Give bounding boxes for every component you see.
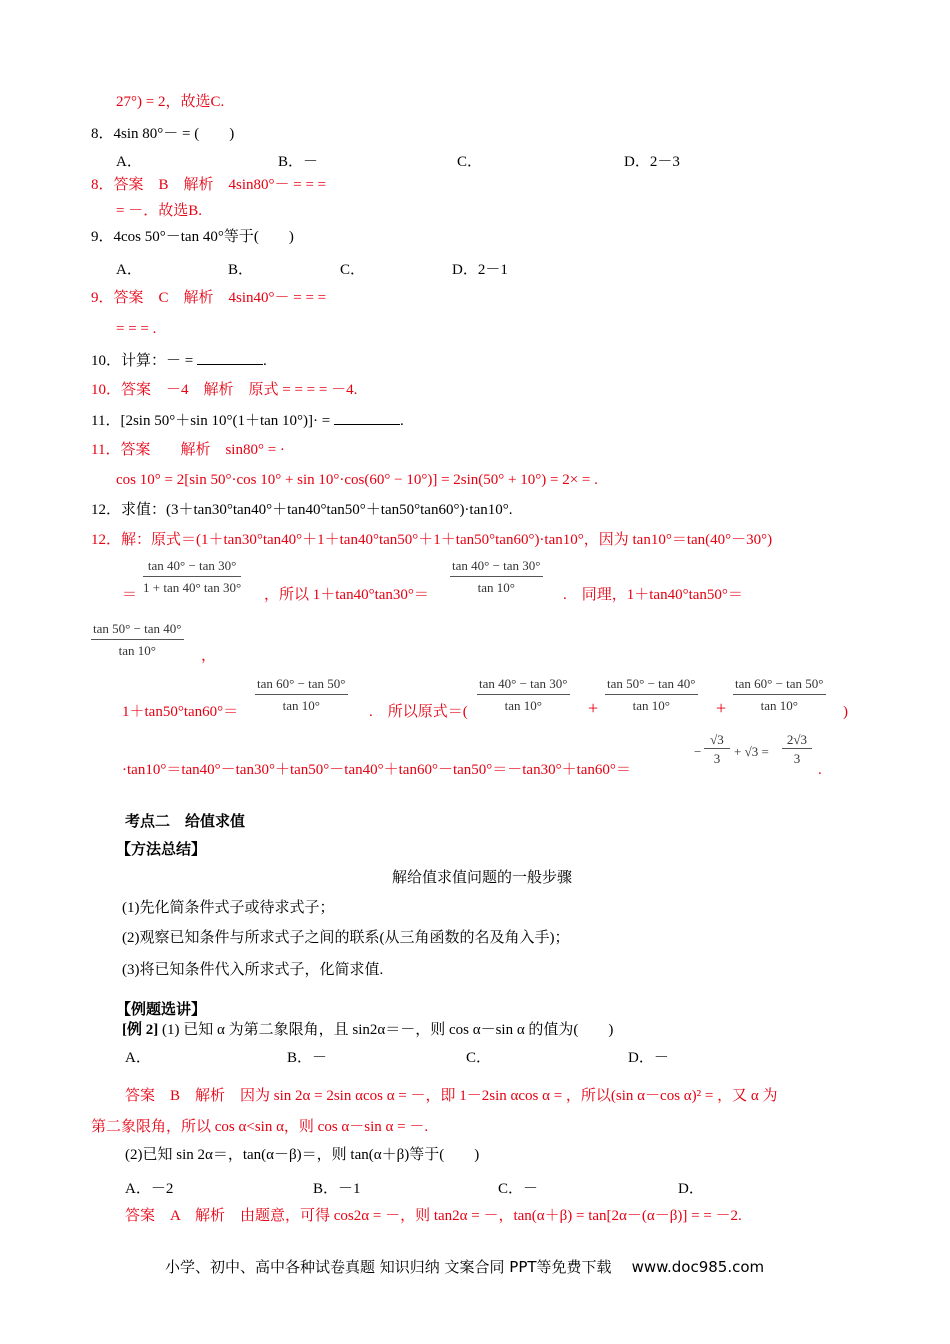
question-10 <box>91 350 267 371</box>
fraction-7 <box>733 676 826 714</box>
fraction-5-numerator: tan 40° − tan 30° <box>477 676 570 695</box>
fraction-1 <box>143 558 241 596</box>
example-2-part-1 <box>122 1020 613 1040</box>
answer-11-line2: cos 10° = 2[sin 50°·cos 10° + sin 10°·cos(60° − 10°)] = 2sin(50° + 10°) = 2× = . <box>116 472 598 488</box>
q8-option-a: A． <box>116 154 142 170</box>
ex2-1-option-c: C． <box>466 1050 492 1066</box>
final-middle: + √3 = <box>734 744 769 759</box>
fraction-7-numerator: tan 60° − tan 50° <box>733 676 826 695</box>
answer-12-line2c: . 同理，1＋tan40°tan50°＝ <box>563 587 743 603</box>
step-1: (1)先化简条件式子或待求式子； <box>122 900 335 916</box>
question-8: 8．4sin 80°－ = ( ) <box>91 126 235 142</box>
ex2-1-option-a: A． <box>125 1050 151 1066</box>
ex2-2-option-a: A．－2 <box>125 1181 174 1197</box>
method-summary-label: 【方法总结】 <box>116 842 207 858</box>
final-fraction-2 <box>782 732 812 767</box>
fraction-6 <box>605 676 698 714</box>
q10-period: . <box>262 353 267 369</box>
q9-option-b: B． <box>228 262 254 278</box>
fraction-5-denominator: tan 10° <box>504 698 542 713</box>
fraction-6-denominator: tan 10° <box>632 698 670 713</box>
q8-option-c: C． <box>457 154 483 170</box>
final-fraction-2-numerator: 2√3 <box>782 732 812 749</box>
plus-sign-2: + <box>716 698 727 718</box>
answer-12-line4b: . 所以原式＝( <box>369 704 468 720</box>
question-12: 12．求值：(3＋tan30°tan40°＋tan40°tan50°＋tan50°tan60°)·tan10°. <box>91 502 513 518</box>
ex2-1-option-d: D．－ <box>628 1050 669 1066</box>
section-heading: 考点二 给值求值 <box>125 814 246 830</box>
fraction-2 <box>450 558 543 596</box>
page-footer <box>165 1256 764 1277</box>
fraction-2-denominator: tan 10° <box>477 580 515 595</box>
fraction-4-numerator: tan 60° − tan 50° <box>255 676 348 695</box>
ex2-2-option-b: B．－1 <box>313 1181 361 1197</box>
q9-option-a: A． <box>116 262 142 278</box>
fraction-3-numerator: tan 50° − tan 40° <box>91 621 184 640</box>
answer-12-line1: 12．解：原式＝(1＋tan30°tan40°＋1＋tan40°tan50°＋1＋tan50°tan60°)·tan10°，因为 tan10°＝tan(40°－30°) <box>91 532 773 548</box>
ex2-2-option-c: C．－ <box>498 1181 539 1197</box>
answer-11-line1: 11．答案 解析 sin80° = · <box>91 442 285 458</box>
fraction-5 <box>477 676 570 714</box>
answer-12-line2b: ，所以 1＋tan40°tan30°＝ <box>264 587 429 603</box>
answer-12-final-period: . <box>818 762 822 778</box>
ex2-1-option-b: B．－ <box>287 1050 328 1066</box>
q8-option-d: D．2－3 <box>624 154 680 170</box>
answer-8-line1: 8．答案 B 解析 4sin80°－ = = = <box>91 177 327 193</box>
answer-12-equals: ＝ <box>122 587 138 603</box>
example-2-part-2: (2)已知 sin 2α＝，tan(α－β)＝，则 tan(α＋β)等于( ) <box>125 1147 480 1163</box>
answer-8-line2: = －．故选B. <box>116 203 202 219</box>
question-10-text: 10．计算：－ = <box>91 353 197 369</box>
steps-title: 解给值求值问题的一般步骤 <box>392 870 573 886</box>
q8-option-b: B．－ <box>278 154 319 170</box>
step-2: (2)观察已知条件与所求式子之间的联系(从三角函数的名及角入手)； <box>122 930 570 946</box>
fraction-4 <box>255 676 348 714</box>
example-label: 【例题选讲】 <box>116 1002 207 1018</box>
ex2-1-answer-line2: 第二象限角，所以 cos α<sin α，则 cos α－sin α = －. <box>91 1119 429 1135</box>
fraction-3-denominator: tan 10° <box>118 643 156 658</box>
answer-9-line2: = = = . <box>116 321 157 337</box>
final-minus: − <box>694 744 702 759</box>
plus-sign-1: + <box>588 698 599 718</box>
final-fraction-1 <box>704 732 730 767</box>
answer-10: 10．答案 －4 解析 原式 = = = = －4. <box>91 382 358 398</box>
ex2-1-answer-line1: 答案 B 解析 因为 sin 2α = 2sin αcos α = －，即 1－2sin αcos α = ，所以(sin α－cos α)² = ，又 α 为 <box>125 1088 778 1104</box>
answer-12-line5: ·tan10°＝tan40°－tan30°＋tan50°－tan40°＋tan60°－tan50°＝－tan30°＋tan60°＝ <box>122 762 631 778</box>
fraction-7-denominator: tan 10° <box>760 698 798 713</box>
fraction-1-numerator: tan 40° − tan 30° <box>143 558 241 577</box>
fraction-2-numerator: tan 40° − tan 30° <box>450 558 543 577</box>
footer-text: 小学、初中、高中各种试卷真题 知识归纳 文案合同 PPT等免费下载 <box>165 1258 612 1276</box>
answer-12-close-paren: ) <box>843 704 848 720</box>
fraction-4-denominator: tan 10° <box>282 698 320 713</box>
question-9: 9．4cos 50°－tan 40°等于( ) <box>91 229 294 245</box>
final-fraction-1-numerator: √3 <box>704 732 730 749</box>
fraction-3 <box>91 621 184 659</box>
answer-12-line4a: 1＋tan50°tan60°＝ <box>122 704 239 720</box>
q11-period: . <box>399 413 404 429</box>
q11-answer-blank <box>334 410 400 425</box>
ex2-2-option-d: D． <box>678 1181 704 1197</box>
answer-7-tail: 27°) = 2，故选C. <box>116 94 225 110</box>
q9-option-c: C． <box>340 262 366 278</box>
final-fraction-1-denominator: 3 <box>713 751 721 766</box>
q10-answer-blank <box>197 350 263 365</box>
final-fraction-2-denominator: 3 <box>793 751 801 766</box>
step-3: (3)将已知条件代入所求式子，化简求值. <box>122 962 384 978</box>
fraction-6-numerator: tan 50° − tan 40° <box>605 676 698 695</box>
ex2-2-answer: 答案 A 解析 由题意，可得 cos2α = －，则 tan2α = －，tan(α＋β) = tan[2α－(α－β)] = = －2. <box>125 1208 742 1224</box>
answer-9-line1: 9．答案 C 解析 4sin40°－ = = = <box>91 290 327 306</box>
example-2-label: [例 2] <box>122 1022 159 1038</box>
question-11-text: 11．[2sin 50°＋sin 10°(1＋tan 10°)]· = <box>91 413 334 429</box>
fraction-1-denominator: 1 + tan 40° tan 30° <box>143 580 242 595</box>
example-2-part-1-text: (1) 已知 α 为第二象限角，且 sin2α＝－，则 cos α－sin α 的值为( ) <box>158 1022 614 1038</box>
answer-12-comma: ， <box>201 648 217 664</box>
question-11 <box>91 410 404 431</box>
q9-option-d: D．2－1 <box>452 262 508 278</box>
footer-link[interactable]: www.doc985.com <box>631 1258 765 1276</box>
